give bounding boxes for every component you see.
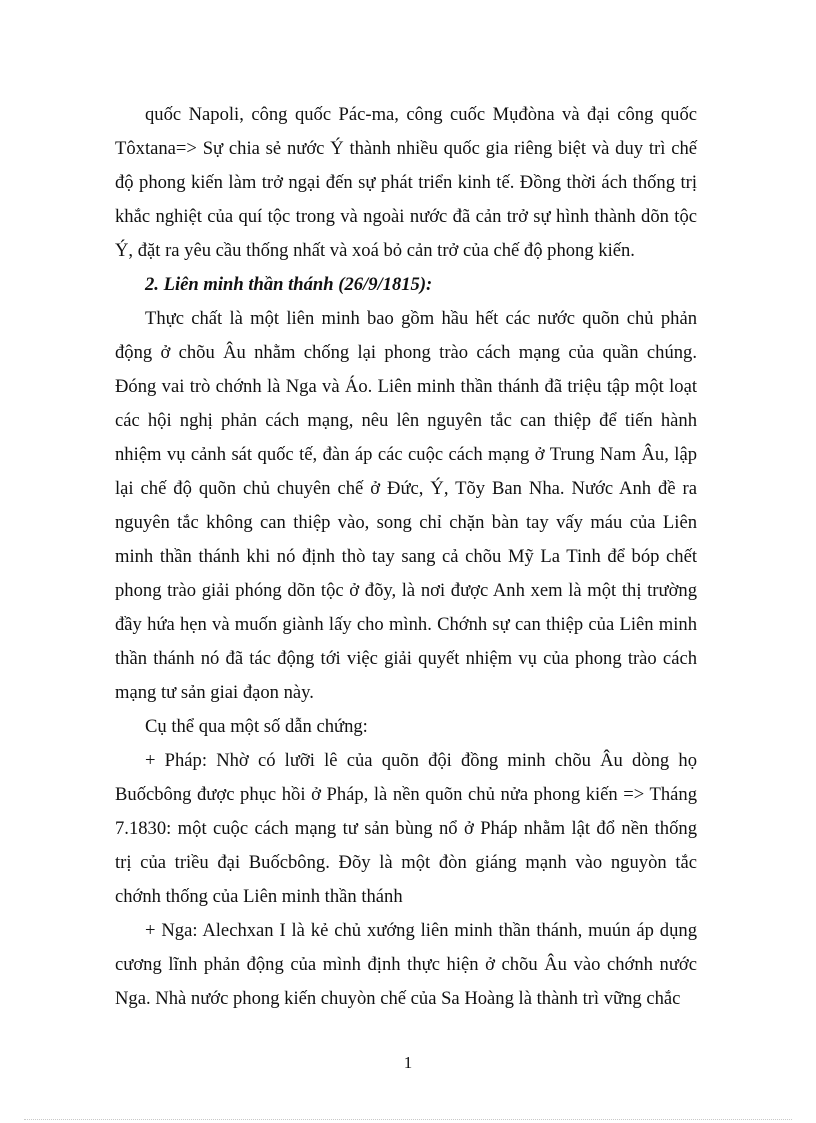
paragraph-line: thần thánh nó đã tác động tới việc giải quyết nhiệm vụ của phong trào cách	[115, 648, 697, 669]
paragraph-line: chớnh thống của Liên minh thần thánh	[115, 886, 403, 907]
paragraph-line: Buốcbông được phục hồi ở Pháp, là nền quõn chủ nửa phong kiến => Tháng	[115, 784, 697, 805]
paragraph-line: nhiệm vụ cảnh sát quốc tế, đàn áp các cuộc cách mạng ở Trung Nam Âu, lập	[115, 444, 697, 465]
paragraph-line: động ở chõu Âu nhằm chống lại phong trào cách mạng của quần chúng.	[115, 342, 697, 363]
paragraph-line: 7.1830: một cuộc cách mạng tư sản bùng nổ ở Pháp nhằm lật đổ nền thống	[115, 818, 697, 839]
paragraph-line: đầy hứa hẹn và muốn giành lấy cho mình. Chớnh sự can thiệp của Liên minh	[115, 614, 697, 635]
paragraph-line: nguyên tắc không can thiệp vào, song chỉ chặn bàn tay vấy máu của Liên	[115, 512, 697, 533]
paragraph-line: Đóng vai trò chớnh là Nga và Áo. Liên minh thần thánh đã triệu tập một loạt	[115, 376, 697, 397]
paragraph-line: độ phong kiến làm trở ngại đến sự phát triển kinh tế. Đồng thời ách thống trị	[115, 172, 697, 193]
paragraph-line: lại chế độ quõn chủ chuyên chế ở Đức, Ý, Tõy Ban Nha. Nước Anh đề ra	[115, 478, 697, 499]
section-heading: 2. Liên minh thần thánh (26/9/1815):	[145, 274, 433, 295]
paragraph-line: cương lĩnh phản động của mình định thực hiện ở chõu Âu vào chớnh nước	[115, 954, 697, 975]
paragraph-line: Tôxtana=> Sự chia sẻ nước Ý thành nhiều quốc gia riêng biệt và duy trì chế	[115, 138, 697, 159]
page-bottom-divider	[24, 1119, 792, 1120]
paragraph-line: minh thần thánh khi nó định thò tay sang cả chõu Mỹ La Tinh để bóp chết	[115, 546, 697, 567]
paragraph-line: Ý, đặt ra yêu cầu thống nhất và xoá bỏ cản trở của chế độ phong kiến.	[115, 240, 635, 261]
paragraph-line: mạng tư sản giai đạon này.	[115, 682, 314, 703]
page-number: 1	[403, 1053, 413, 1072]
paragraph-line: + Pháp: Nhờ có lưỡi lê của quõn đội đồng minh chõu Âu dòng họ	[145, 750, 697, 771]
paragraph-line: trị của triều đại Buốcbông. Đõy là một đòn giáng mạnh vào nguyòn tắc	[115, 852, 697, 873]
paragraph-line: Cụ thể qua một số dẫn chứng:	[145, 716, 368, 737]
paragraph-line: Thực chất là một liên minh bao gồm hầu hết các nước quõn chủ phản	[145, 308, 697, 329]
paragraph-line: + Nga: Alechxan I là kẻ chủ xướng liên minh thần thánh, muún áp dụng	[145, 920, 697, 941]
paragraph-line: Nga. Nhà nước phong kiến chuyòn chế của Sa Hoàng là thành trì vững chắc	[115, 988, 681, 1009]
paragraph-line: phong trào giải phóng dõn tộc ở đõy, là nơi được Anh xem là một thị trường	[115, 580, 697, 601]
paragraph-line: quốc Napoli, công quốc Pác-ma, công cuốc Mụđòna và đại công quốc	[145, 104, 697, 125]
paragraph-line: khắc nghiệt của quí tộc trong và ngoài nước đã cản trở sự hình thành dõn tộc	[115, 206, 697, 227]
paragraph-line: các hội nghị phản cách mạng, nêu lên nguyên tắc can thiệp để tiến hành	[115, 410, 697, 431]
